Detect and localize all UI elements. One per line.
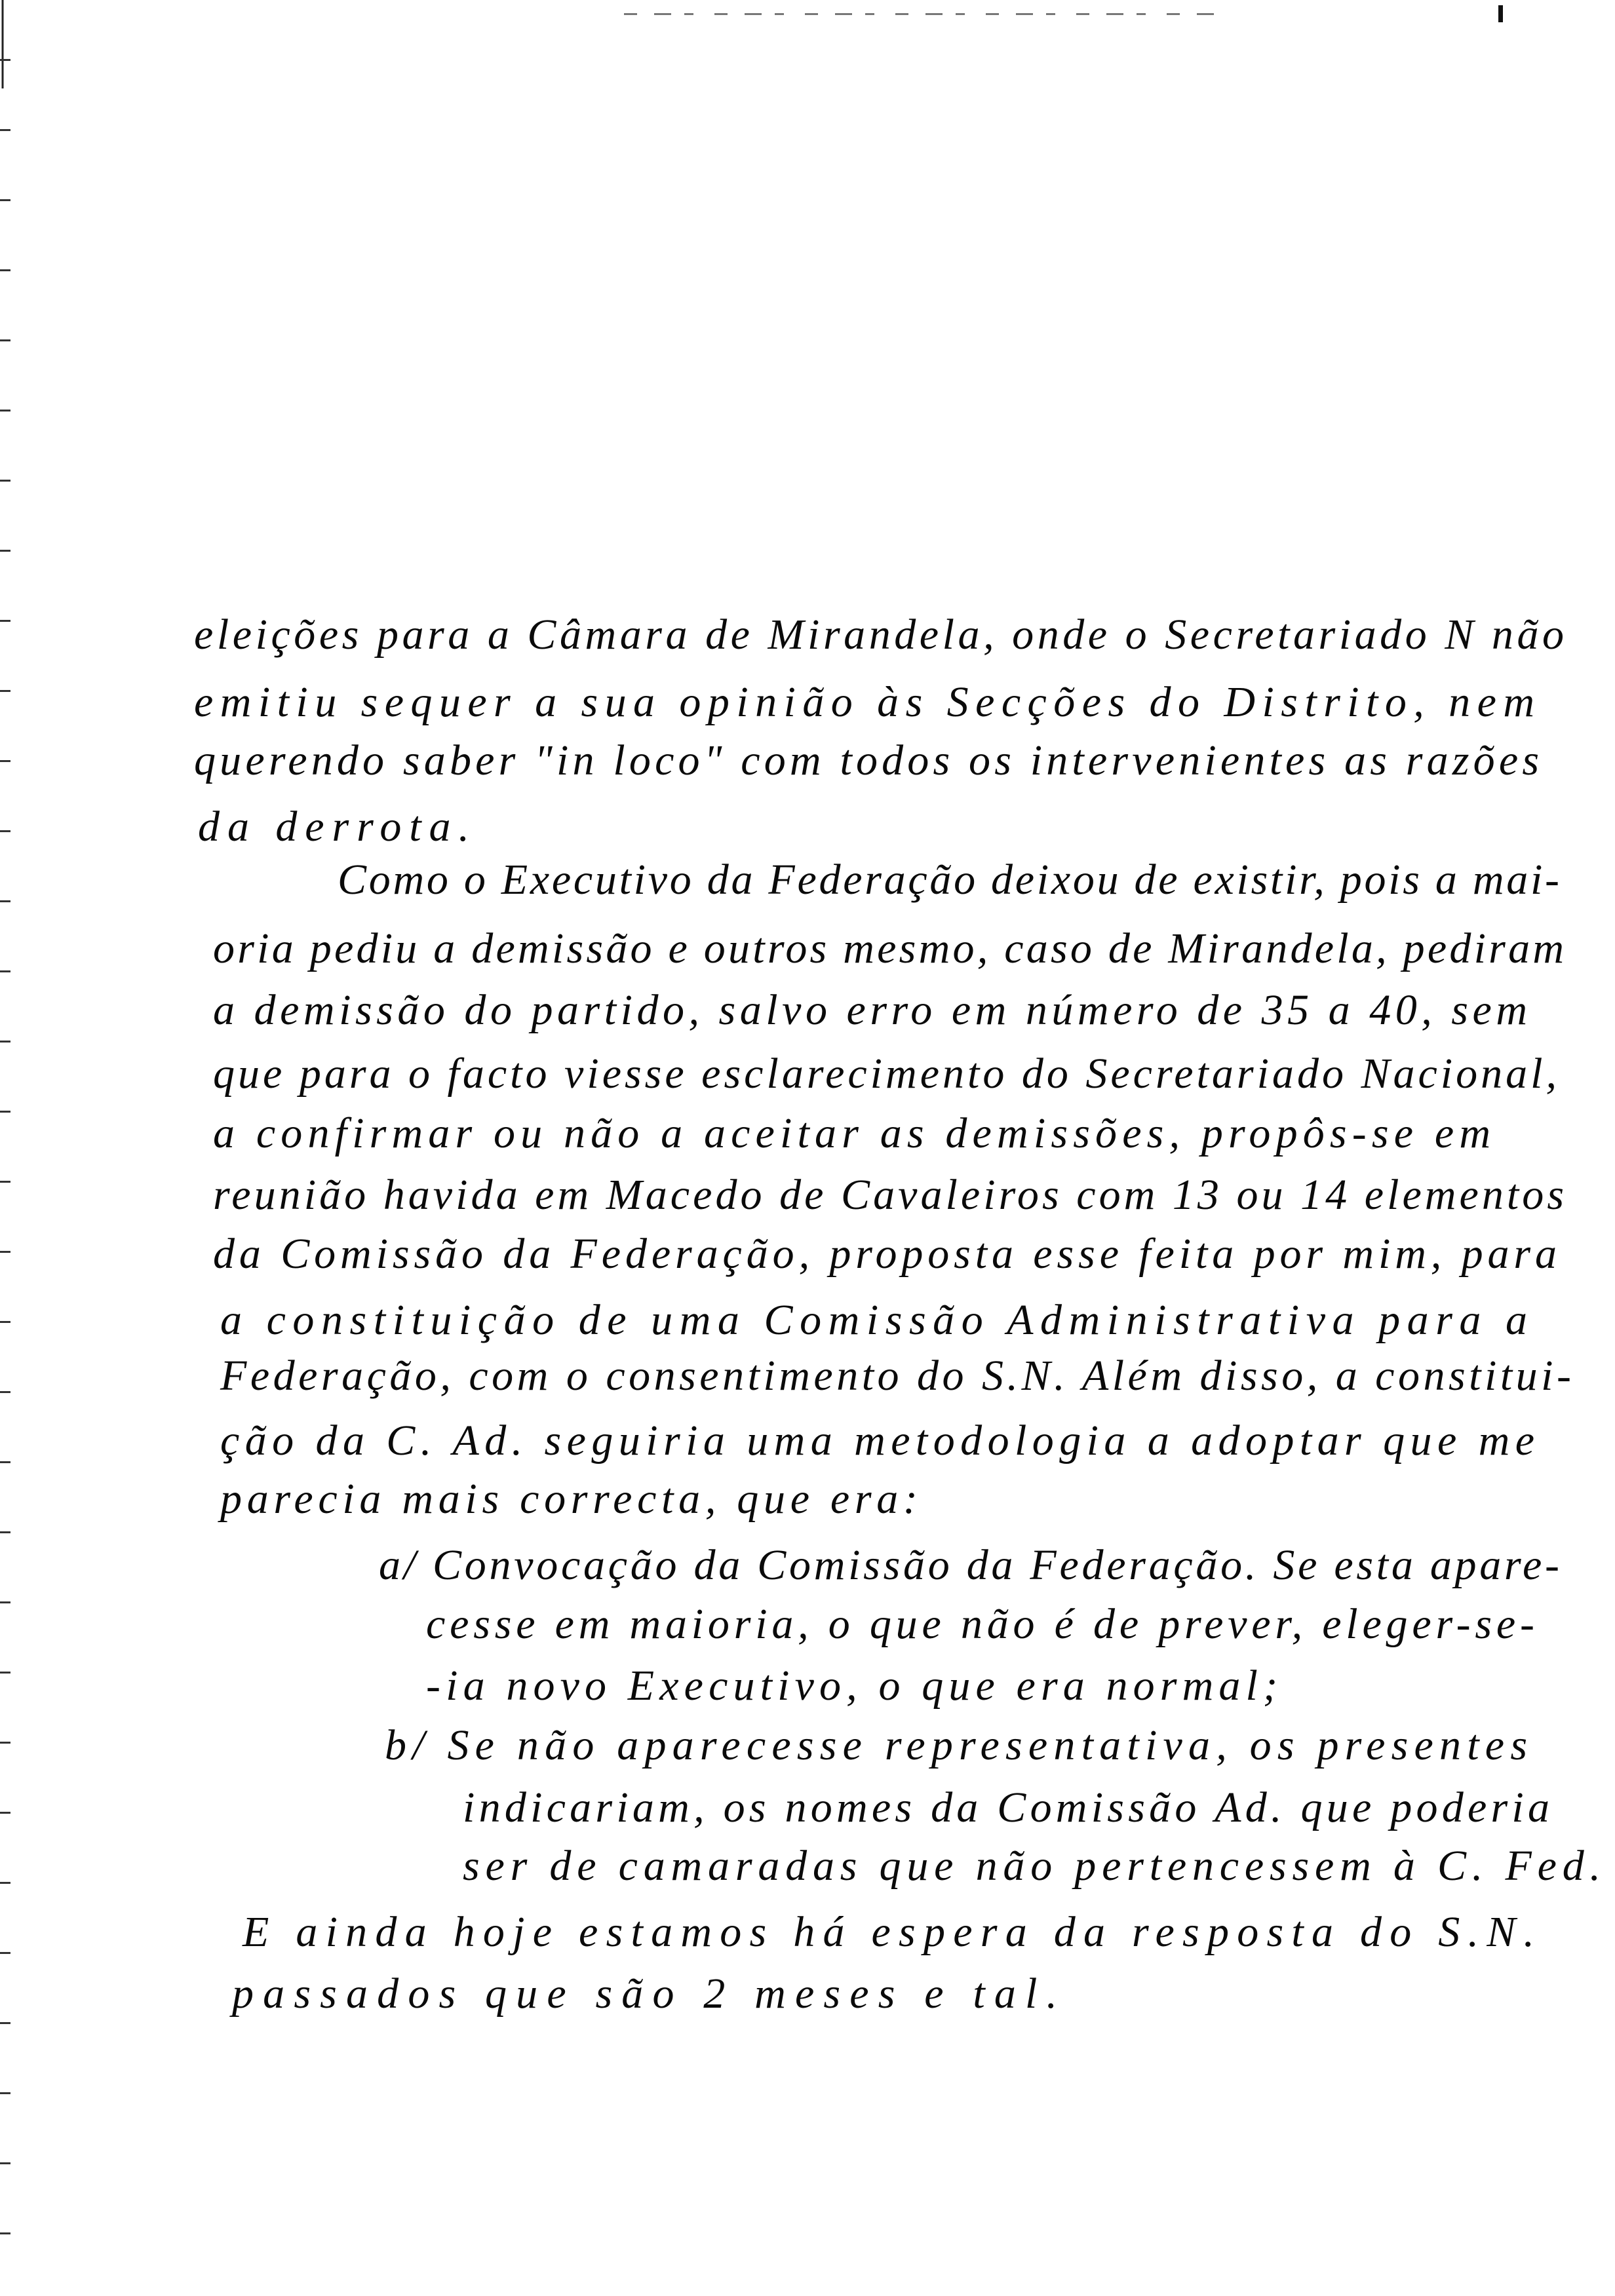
handwritten-line: E ainda hoje estamos há espera da resposta do S.N. (243, 1908, 1535, 1956)
binding-tick-mark (0, 1812, 10, 1814)
binding-tick-mark (0, 1531, 10, 1533)
scan-dash (684, 13, 693, 15)
binding-tick-mark (0, 59, 10, 61)
list-item-a: a/ Convocação da Comissão da Federação. Se esta apare- (379, 1541, 1559, 1589)
scan-dash (1167, 13, 1180, 15)
handwritten-line: Federação, com o consentimento do S.N. Além disso, a constitui- (220, 1352, 1571, 1400)
scan-dashed-line (624, 13, 1214, 15)
scan-dash (835, 13, 852, 15)
binding-tick-mark (0, 199, 10, 201)
binding-tick-mark (0, 1391, 10, 1393)
binding-tick-mark (0, 2232, 10, 2234)
handwritten-line: da Comissão da Federação, proposta esse feita por mim, para (213, 1230, 1557, 1278)
binding-tick-mark (0, 2022, 10, 2024)
handwritten-line: parecia mais correcta, que era: (220, 1475, 918, 1523)
handwritten-line: ção da C. Ad. seguiria uma metodologia a adoptar que me (220, 1417, 1534, 1464)
scan-dash (895, 13, 908, 15)
binding-tick-mark (0, 2092, 10, 2094)
binding-tick-mark (0, 2162, 10, 2164)
handwritten-line: emitiu sequer a sua opinião às Secções do Distrito, nem (194, 678, 1534, 726)
binding-tick-mark (0, 1601, 10, 1603)
handwritten-text (194, 611, 1601, 2018)
handwritten-line: da derrota. (198, 803, 469, 851)
binding-tick-mark (0, 1111, 10, 1113)
scan-dash (1076, 13, 1089, 15)
handwritten-line: -ia novo Executivo, o que era normal; (426, 1662, 1278, 1710)
binding-tick-mark (0, 1742, 10, 1744)
binding-tick-mark (0, 269, 10, 271)
scan-dash (1106, 13, 1123, 15)
scan-dash (805, 13, 818, 15)
binding-tick-mark (0, 1882, 10, 1884)
binding-tick-mark (0, 129, 10, 131)
handwritten-line: querendo saber "in loco" com todos os intervenientes as razões (194, 737, 1540, 784)
scan-mark (1498, 5, 1503, 22)
scan-dash (986, 13, 999, 15)
scan-dash (775, 13, 784, 15)
handwritten-line: Como o Executivo da Federação deixou de existir, pois a mai- (338, 856, 1559, 904)
scan-dash (1197, 13, 1214, 15)
handwritten-line: eleições para a Câmara de Mirandela, onde o Secretariado N não (194, 611, 1565, 659)
binding-tick-mark (0, 339, 10, 341)
handwritten-line: ser de camaradas que não pertencessem à C. Fed. (463, 1842, 1601, 1890)
handwritten-line: a constituição de uma Comissão Administrativa para a (220, 1296, 1527, 1344)
binding-tick-mark (0, 900, 10, 902)
binding-tick-mark (0, 550, 10, 552)
binding-tick-mark (0, 970, 10, 972)
list-item-b: b/ Se não aparecesse representativa, os presentes (385, 1721, 1527, 1769)
scan-dash (1016, 13, 1033, 15)
binding-tick-mark (0, 1181, 10, 1183)
scan-dash (956, 13, 965, 15)
scan-dash (624, 13, 637, 15)
binding-tick-mark (0, 830, 10, 832)
handwritten-line: reunião havida em Macedo de Cavaleiros com 13 ou 14 elementos (213, 1171, 1564, 1219)
scan-dash (1137, 13, 1146, 15)
binding-tick-mark (0, 1672, 10, 1674)
handwritten-line: passados que são 2 meses e tal. (232, 1970, 1058, 2018)
handwritten-line: a confirmar ou não a aceitar as demissões, propôs-se em (213, 1109, 1490, 1157)
binding-tick-mark (0, 760, 10, 762)
binding-tick-mark (0, 1952, 10, 1954)
scan-dash (714, 13, 728, 15)
binding-tick-mark (0, 410, 10, 411)
scan-dash (654, 13, 671, 15)
scan-dash (745, 13, 762, 15)
handwritten-line: que para o facto viesse esclarecimento do Secretariado Nacional, (213, 1050, 1557, 1098)
binding-tick-mark (0, 690, 10, 692)
binding-tick-mark (0, 620, 10, 622)
handwritten-line: indicariam, os nomes da Comissão Ad. que poderia (463, 1784, 1549, 1831)
handwritten-line: oria pediu a demissão e outros mesmo, caso de Mirandela, pediram (213, 925, 1564, 972)
binding-tick-mark (0, 1461, 10, 1463)
handwritten-line: a demissão do partido, salvo erro em número de 35 a 40, sem (213, 986, 1527, 1034)
binding-tick-marks (0, 59, 10, 2234)
handwritten-line: cesse em maioria, o que não é de prever, eleger-se- (426, 1600, 1534, 1648)
binding-tick-mark (0, 480, 10, 482)
scan-dash (865, 13, 874, 15)
scan-dash (1046, 13, 1055, 15)
binding-tick-mark (0, 1041, 10, 1043)
scan-dash (925, 13, 943, 15)
binding-tick-mark (0, 1251, 10, 1253)
binding-tick-mark (0, 1321, 10, 1323)
